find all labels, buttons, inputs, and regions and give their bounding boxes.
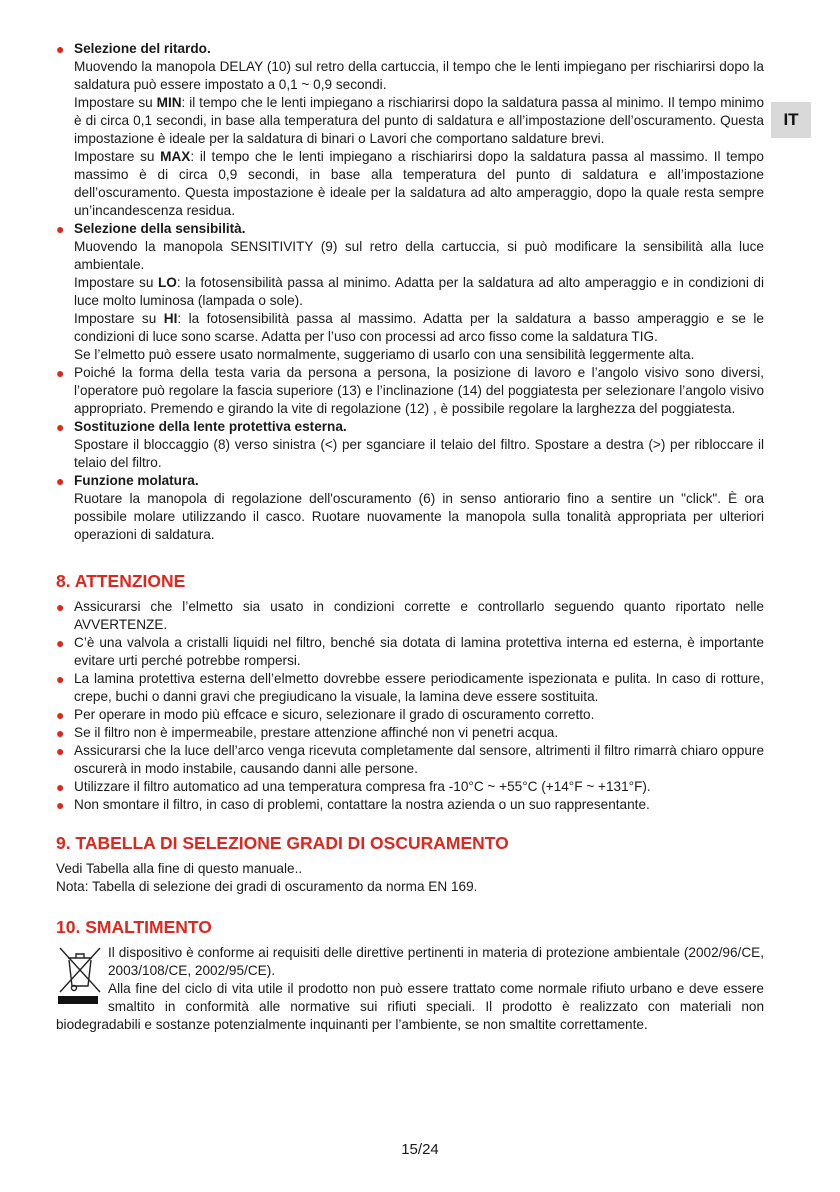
list-item: ● Non smontare il filtro, in caso di problemi, contattare la nostra azienda o un suo rappresentante.	[56, 797, 650, 813]
bullet-title: Selezione della sensibilità.	[74, 221, 246, 236]
paragraph: Alla fine del ciclo di vita utile il prodotto non può essere trattato come normale rifiuto urbano e deve essere smaltito in conformità alle normative sui rifiuti speciali. Il prodotto è realizzato con materiali non biodegradabili e sostanze potenzialmente inquinanti per l’ambiente, se non smaltite correttamente.	[56, 981, 764, 1032]
bullet-title: Funzione molatura.	[74, 473, 199, 488]
list-item: ● Assicurarsi che l’elmetto sia usato in condizioni corrette e controllarlo seguendo quanto riportato nelle AVVERTENZE.	[56, 599, 764, 632]
text-line: Vedi Tabella alla fine di questo manuale..	[56, 861, 303, 876]
settings-list	[56, 40, 764, 544]
paragraph: Impostare su LO: la fotosensibilità passa al minimo. Adatta per la saldatura ad alto amperaggio e in condizioni di luce molto luminosa (lampada o sole).	[74, 275, 765, 308]
bullet-icon: ●	[56, 599, 65, 615]
list-item-grinding	[56, 472, 764, 544]
list-item: ● Se il filtro non è impermeabile, prestare attenzione affinché non vi penetri acqua.	[56, 725, 559, 741]
page-number: 15/24	[401, 1141, 439, 1158]
list-item: ● Assicurarsi che la luce dell’arco venga ricevuta completamente dal sensore, altrimenti il filtro rimarrà chiaro oppure oscurerà in modo instabile, causando danni alle persone.	[56, 743, 764, 776]
paragraph: Impostare su MIN: il tempo che le lenti impiegano a rischiarirsi dopo la saldatura passa al minimo. Il tempo minimo è di circa 0,1 secondi, in base alla temperatura del punto di saldatura e all’impostazione dell’oscuramento. Questa impostazione è ideale per la saldatura di binari o Lavori che comportano saldature brevi.	[74, 95, 765, 146]
section-heading: 9. TABELLA DI SELEZIONE GRADI DI OSCURAMENTO	[56, 833, 509, 853]
bullet-icon: ●	[56, 473, 65, 489]
paragraph: Se l’elmetto può essere usato normalmente, suggeriamo di usarlo con una sensibilità leggermente alta.	[74, 347, 695, 362]
language-tab: IT	[771, 102, 811, 138]
crossed-out-wheelie-bin-icon	[56, 944, 108, 1008]
bullet-title: Sostituzione della lente protettiva esterna.	[74, 419, 347, 434]
attention-list	[56, 598, 764, 814]
section-heading: 10. SMALTIMENTO	[56, 917, 212, 937]
bullet-icon: ●	[56, 671, 65, 687]
paragraph: Ruotare la manopola di regolazione dell'oscuramento (6) in senso antiorario fino a sentire un "click". È ora possibile molare utilizzando il casco. Ruotare nuovamente la manopola sulla tonalità appropriata per ulteriori operazioni di saldatura.	[74, 491, 764, 542]
bullet-icon: ●	[56, 635, 65, 651]
list-item-lens-replacement	[56, 418, 764, 472]
list-item: ● C’è una valvola a cristalli liquidi nel filtro, benché sia dotata di lamina protettiva interna ed esterna, è importante evitare urti perché potrebbe rompersi.	[56, 635, 764, 668]
section-shade-table	[56, 832, 764, 896]
bullet-icon: ●	[56, 707, 65, 723]
section-disposal	[56, 916, 764, 1034]
paragraph: Il dispositivo è conforme ai requisiti delle direttive pertinenti in materia di protezione ambientale (2002/96/CE, 2003/108/CE, 2002/95/CE).	[108, 945, 764, 978]
paragraph: Poiché la forma della testa varia da persona a persona, la posizione di lavoro e l’angolo visivo sono diversi, l’operatore può regolare la fascia superiore (13) e l’inclinazione (14) del poggiatesta per selezionare l’angolo visivo appropriato. Premendo e girando la vite di regolazione (12) , è possibile regolare la larghezza del poggiatesta.	[74, 365, 764, 416]
bullet-icon: ●	[56, 365, 65, 381]
text-line: Nota: Tabella di selezione dei gradi di oscuramento da norma EN 169.	[56, 879, 478, 894]
bullet-icon: ●	[56, 779, 65, 795]
list-item-sensitivity	[56, 220, 764, 364]
page-content	[56, 40, 764, 1034]
bullet-icon: ●	[56, 725, 65, 741]
section-heading: 8. ATTENZIONE	[56, 571, 186, 591]
paragraph: Impostare su MAX: il tempo che le lenti impiegano a rischiarirsi dopo la saldatura passa al massimo. Il tempo massimo è di circa 0,9 secondi, in base alla temperatura del punto di saldatura e all’impostazione dell’oscuramento. Questa impostazione è ideale per la saldatura ad alto amperaggio, dopo la quale resta sempre un’incandescenza residua.	[74, 149, 764, 218]
bullet-icon: ●	[56, 221, 65, 237]
list-item-headgear	[56, 364, 764, 418]
bullet-icon: ●	[56, 419, 65, 435]
bullet-title: Selezione del ritardo.	[74, 41, 211, 56]
bullet-icon: ●	[56, 797, 65, 813]
bullet-icon: ●	[56, 41, 65, 57]
list-item: ● La lamina protettiva esterna dell’elmetto dovrebbe essere periodicamente ispezionata e pulita. In caso di rotture, crepe, buchi o danni gravi che pregiudicano la visuale, la lamina deve essere sostituita.	[56, 671, 764, 704]
list-item: ● Utilizzare il filtro automatico ad una temperatura compresa fra -10°C ~ +55°C (+14°F ~ +131°F).	[56, 779, 651, 795]
paragraph: Muovendo la manopola DELAY (10) sul retro della cartuccia, il tempo che le lenti impiegano per rischiarirsi dopo la saldatura può essere impostato a 0,1 ~ 0,9 secondi.	[74, 59, 764, 92]
list-item: ● Per operare in modo più effcace e sicuro, selezionare il grado di oscuramento corretto.	[56, 707, 595, 723]
paragraph: Muovendo la manopola SENSITIVITY (9) sul retro della cartuccia, si può modificare la sensibilità alla luce ambientale.	[74, 239, 764, 272]
paragraph: Spostare il bloccaggio (8) verso sinistra (<) per sganciare il telaio del filtro. Spostare a destra (>) per ribloccare il telaio del filtro.	[74, 437, 764, 470]
list-item-delay	[56, 40, 764, 220]
paragraph: Impostare su HI: la fotosensibilità passa al massimo. Adatta per la saldatura a basso amperaggio e se le condizioni di luce sono scarse. Adatta per l’uso con processi ad arco fisso come la saldatura TIG.	[74, 311, 764, 344]
bullet-icon: ●	[56, 743, 65, 759]
section-attention	[56, 570, 764, 814]
